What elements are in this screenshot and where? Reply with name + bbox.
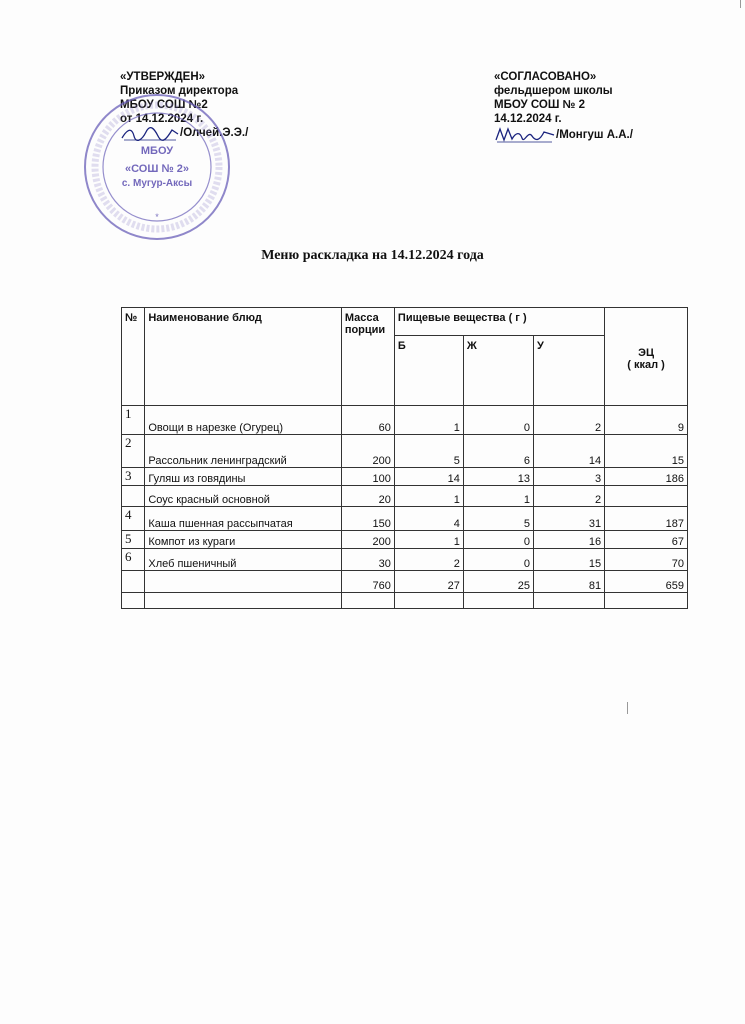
row-mass: 60 [341,406,394,435]
stamp-line3: с. Мугур-Аксы [121,178,193,189]
row-mass: 150 [341,507,394,531]
row-mass: 100 [341,468,394,486]
row-ec: 15 [605,435,688,468]
table-row [122,486,688,507]
svg-text:*: * [155,212,159,222]
approved-line2: МБОУ СОШ №2 [120,99,208,111]
row-ec: 187 [605,507,688,531]
header-u: У [534,336,605,406]
medic-signature [494,126,556,142]
agreed-signer: /Монгуш А.А./ [556,129,633,141]
row-b: 5 [394,435,463,468]
row-u: 15 [534,549,605,571]
total-u: 81 [534,571,605,593]
document-title: Меню раскладка на 14.12.2024 года [261,248,484,263]
row-u: 16 [534,531,605,549]
row-u: 2 [534,486,605,507]
approved-heading: «УТВЕРЖДЕН» [120,71,206,83]
row-name: Хлеб пшеничный [145,549,341,571]
table-row [122,549,688,571]
row-no: 2 [122,435,145,468]
table-row [122,468,688,486]
menu-table [121,307,688,609]
table-row [122,406,688,435]
total-no [122,571,145,593]
scan-mark [740,0,741,8]
row-b: 4 [394,507,463,531]
table-total-row [122,571,688,593]
row-u: 3 [534,468,605,486]
total-mass: 760 [341,571,394,593]
agreed-block [494,70,633,142]
row-mass: 30 [341,549,394,571]
row-no: 3 [122,468,145,486]
row-no: 1 [122,406,145,435]
total-name [145,571,341,593]
scan-mark [627,702,628,714]
row-mass: 20 [341,486,394,507]
agreed-line1: фельдшером школы [494,85,613,97]
row-mass: 200 [341,435,394,468]
header-b: Б [394,336,463,406]
table-header-row [122,308,688,336]
row-u: 14 [534,435,605,468]
header-name: Наименование блюд [145,308,341,406]
row-ec: 67 [605,531,688,549]
row-no: 4 [122,507,145,531]
school-stamp [82,92,232,242]
table-row [122,435,688,468]
row-no: 6 [122,549,145,571]
total-ec: 659 [605,571,688,593]
row-name: Компот из кураги [145,531,341,549]
row-ec [605,486,688,507]
agreed-signature-line [494,126,633,142]
row-zh: 6 [463,435,533,468]
table-empty-row [122,593,688,609]
row-u: 31 [534,507,605,531]
total-zh: 25 [463,571,533,593]
agreed-heading: «СОГЛАСОВАНО» [494,71,597,83]
row-zh: 5 [463,507,533,531]
header-ec [605,308,688,406]
row-ec: 186 [605,468,688,486]
row-zh: 0 [463,406,533,435]
header-ec-unit: ( ккал ) [627,358,665,371]
table-row [122,507,688,531]
row-ec: 70 [605,549,688,571]
row-no: 5 [122,531,145,549]
stamp-line2: «СОШ № 2» [124,163,190,175]
agreed-date: 14.12.2024 г. [494,113,562,125]
row-name: Соус красный основной [145,486,341,507]
row-ec: 9 [605,406,688,435]
header-nutrients: Пищевые вещества ( г ) [394,308,604,336]
row-zh: 0 [463,549,533,571]
approved-signer: /Олчей.Э.Э./ [180,127,249,139]
total-b: 27 [394,571,463,593]
row-u: 2 [534,406,605,435]
row-b: 1 [394,486,463,507]
stamp-line1: МБОУ [140,145,174,157]
approved-line1: Приказом директора [120,85,239,97]
row-name: Овощи в нарезке (Огурец) [145,406,341,435]
row-b: 1 [394,406,463,435]
agreed-line2: МБОУ СОШ № 2 [494,99,585,111]
row-zh: 0 [463,531,533,549]
row-name: Каша пшенная рассыпчатая [145,507,341,531]
approved-date: от 14.12.2024 г. [120,113,204,125]
row-mass: 200 [341,531,394,549]
row-no [122,486,145,507]
header-ec-label: ЭЦ [638,346,654,359]
header-mass: Масса порции [341,308,394,406]
row-name: Рассольник ленинградский [145,435,341,468]
row-b: 1 [394,531,463,549]
row-zh: 1 [463,486,533,507]
header-zh: Ж [463,336,533,406]
table-row [122,531,688,549]
row-b: 14 [394,468,463,486]
row-zh: 13 [463,468,533,486]
row-name: Гуляш из говядины [145,468,341,486]
row-b: 2 [394,549,463,571]
header-no: № [122,308,145,406]
